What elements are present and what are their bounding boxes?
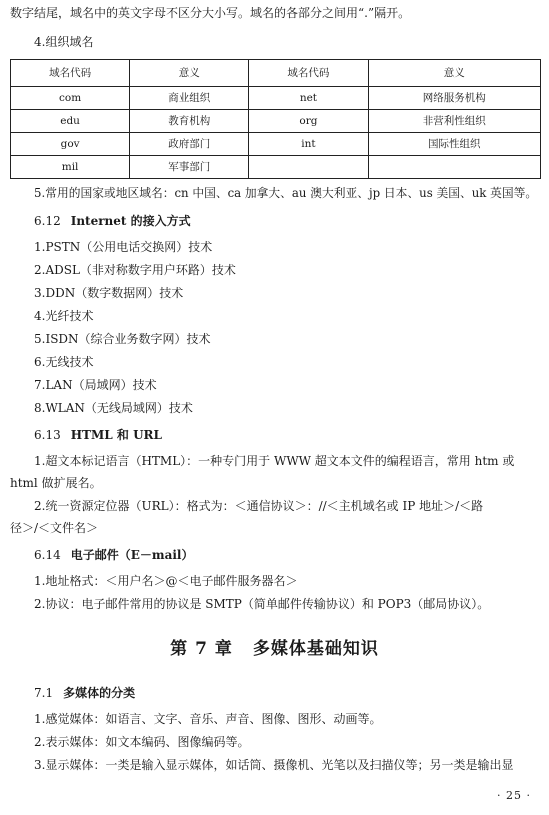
table-cell: 政府部门 xyxy=(130,133,249,156)
table-cell: org xyxy=(249,110,368,133)
page-number: · 25 · xyxy=(497,789,531,802)
section-title: HTML 和 URL xyxy=(70,428,162,442)
section-title: Internet 的接入方式 xyxy=(70,214,191,228)
paragraph-line: 2.协议：电子邮件常用的协议是 SMTP（简单邮件传输协议）和 POP3（邮局协议）。 xyxy=(34,597,490,611)
table-row xyxy=(11,87,541,110)
chapter-title: 多媒体基础知识 xyxy=(252,639,379,659)
list-item: 7.LAN（局域网）技术 xyxy=(34,378,157,392)
table-cell: 商业组织 xyxy=(130,87,249,110)
section-number: 6.12 xyxy=(34,214,61,228)
chapter-number: 第 7 章 xyxy=(170,639,233,659)
table-header: 意义 xyxy=(368,60,540,87)
section-heading-7-1 xyxy=(34,684,135,702)
table-header-row xyxy=(11,60,541,87)
list-item: 1.PSTN（公用电话交换网）技术 xyxy=(34,240,213,254)
table-cell: net xyxy=(249,87,368,110)
table-cell: 国际性组织 xyxy=(368,133,540,156)
paragraph-line: 2.统一资源定位器（URL）：格式为：＜通信协议＞：//＜主机域名或 IP 地址＞/＜路 xyxy=(34,499,484,513)
table-cell: int xyxy=(249,133,368,156)
section-heading-6-14 xyxy=(34,546,193,564)
list-item: 6.无线技术 xyxy=(34,355,94,369)
paragraph-line: 1.地址格式：＜用户名＞@＜电子邮件服务器名＞ xyxy=(34,574,298,588)
table-cell: mil xyxy=(11,156,130,179)
paragraph-line: html 做扩展名。 xyxy=(10,476,102,490)
list-item: 3.显示媒体：一类是输入显示媒体，如话筒、摄像机、光笔以及扫描仪等；另一类是输出显 xyxy=(34,758,514,772)
section-number: 6.14 xyxy=(34,548,61,562)
item4-title: 4.组织域名 xyxy=(34,35,94,49)
list-item: 2.表示媒体：如文本编码、图像编码等。 xyxy=(34,735,250,749)
list-item: 2.ADSL（非对称数字用户环路）技术 xyxy=(34,263,236,277)
list-item: 8.WLAN（无线局域网）技术 xyxy=(34,401,193,415)
table-cell xyxy=(249,156,368,179)
list-item: 1.感觉媒体：如语言、文字、音乐、声音、图像、图形、动画等。 xyxy=(34,712,382,726)
section-heading-6-12 xyxy=(34,212,191,230)
table-cell: com xyxy=(11,87,130,110)
item5-text: 5.常用的国家或地区域名：cn 中国、ca 加拿大、au 澳大利亚、jp 日本、us 美国、uk 英国等。 xyxy=(34,186,538,200)
list-item: 5.ISDN（综合业务数字网）技术 xyxy=(34,332,211,346)
section-number: 6.13 xyxy=(34,428,61,442)
domain-table xyxy=(10,59,541,179)
table-cell: 网络服务机构 xyxy=(368,87,540,110)
section-title: 电子邮件（E－mail） xyxy=(70,548,194,562)
table-row xyxy=(11,156,541,179)
chapter-heading xyxy=(0,634,549,659)
table-header: 域名代码 xyxy=(249,60,368,87)
top-line: 数字结尾，域名中的英文字母不区分大小写。域名的各部分之间用“.”隔开。 xyxy=(10,6,411,20)
table-header: 意义 xyxy=(130,60,249,87)
table-header: 域名代码 xyxy=(11,60,130,87)
table-cell: gov xyxy=(11,133,130,156)
paragraph-line: 径＞/＜文件名＞ xyxy=(10,521,99,535)
table-cell: 教育机构 xyxy=(130,110,249,133)
list-item: 3.DDN（数字数据网）技术 xyxy=(34,286,184,300)
paragraph-line: 1.超文本标记语言（HTML）：一种专门用于 WWW 超文本文件的编程语言，常用 htm 或 xyxy=(34,454,515,468)
table-cell: 非营利性组织 xyxy=(368,110,540,133)
section-title: 多媒体的分类 xyxy=(63,686,136,700)
table-cell xyxy=(368,156,540,179)
section-number: 7.1 xyxy=(34,686,54,700)
section-heading-6-13 xyxy=(34,426,162,444)
table-cell: 军事部门 xyxy=(130,156,249,179)
table-row xyxy=(11,133,541,156)
table-row xyxy=(11,110,541,133)
list-item: 4.光纤技术 xyxy=(34,309,94,323)
table-cell: edu xyxy=(11,110,130,133)
